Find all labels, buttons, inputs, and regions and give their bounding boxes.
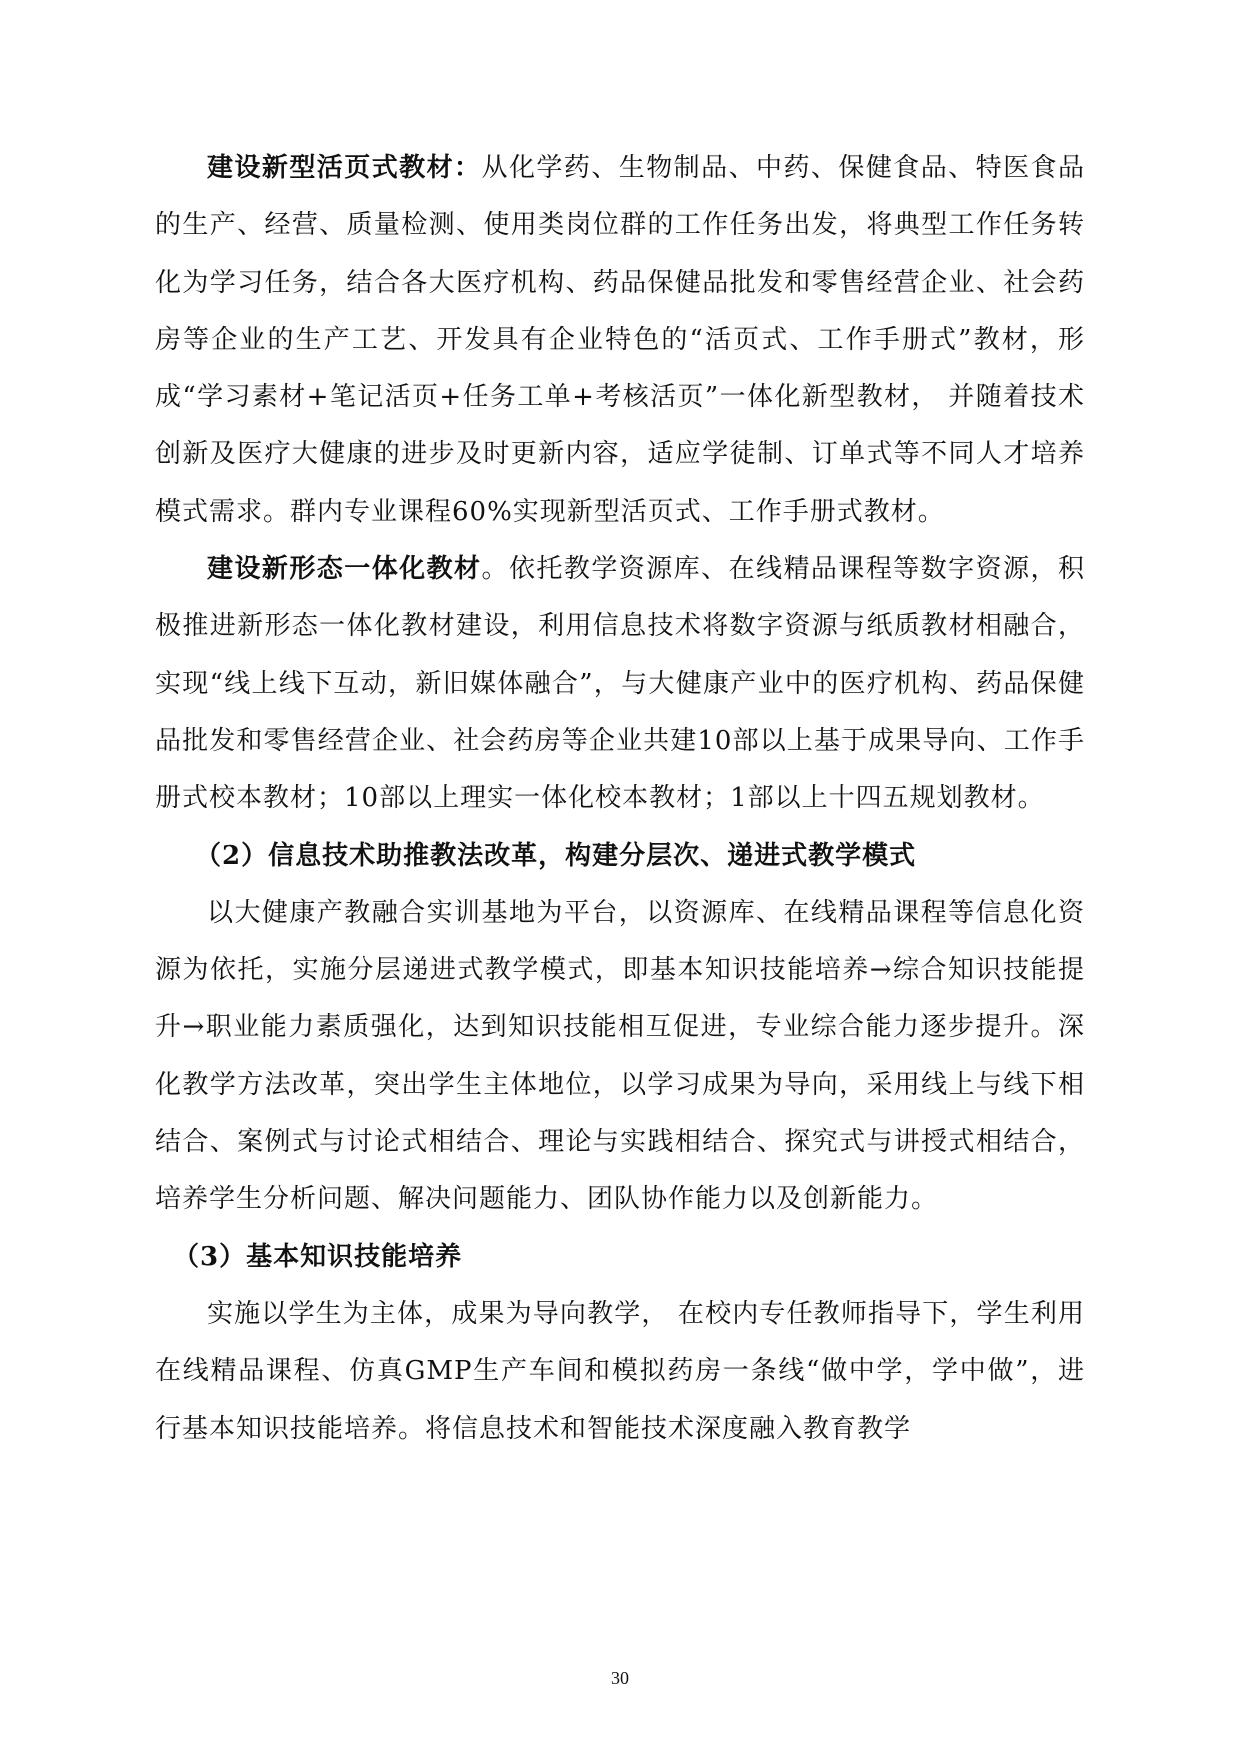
page-content xyxy=(155,140,1085,1458)
paragraph-body: 从化学药、生物制品、中药、保健食品、特医食品的生产、经营、质量检测、使用类岗位群的工作任务出发，将典型工作任务转化为学习任务，结合各大医疗机构、药品保健品批发和零售经营企业、社会药房等企业的生产工艺、开发具有企业特色的“活页式、工作手册式”教材，形成“学习素材+笔记活页+任务工单+考核活页”一体化新型教材， 并随着技术创新及医疗大健康的进步及时更新内容，适应学徒制、订单式等不同人才培养模式需求。群内专业课程60%实现新型活页式、工作手册式教材。 xyxy=(155,153,1085,527)
paragraph-lead-bold: 建设新型活页式教材： xyxy=(207,153,482,183)
section-heading-3: （3）基本知识技能培养 xyxy=(173,1241,463,1272)
paragraph-looseleaf-textbooks xyxy=(155,140,1085,541)
section-heading-2: （2）信息技术助推教法改革，构建分层次、递进式教学模式 xyxy=(195,840,917,871)
page-number: 30 xyxy=(611,1668,629,1688)
paragraph-basic-skills: 实施以学生为主体，成果为导向教学， 在校内专任教师指导下，学生利用在线精品课程、仿真GMP生产车间和模拟药房一条线“做中学，学中做”，进行基本知识技能培养。将信息技术和智能技术深度融入教育教学 xyxy=(155,1298,1085,1444)
paragraph-teaching-model: 以大健康产教融合实训基地为平台，以资源库、在线精品课程等信息化资源为依托，实施分层递进式教学模式，即基本知识技能培养→综合知识技能提升→职业能力素质强化，达到知识技能相互促进，专业综合能力逐步提升。深化教学方法改革，突出学生主体地位，以学习成果为导向，采用线上与线下相结合、案例式与讨论式相结合、理论与实践相结合、探究式与讲授式相结合，培养学生分析问题、解决问题能力、团队协作能力以及创新能力。 xyxy=(155,897,1085,1215)
paragraph-integrated-textbooks xyxy=(155,541,1085,827)
paragraph-body: 。依托教学资源库、在线精品课程等数字资源，积极推进新形态一体化教材建设，利用信息技术将数字资源与纸质教材相融合， 实现“线上线下互动，新旧媒体融合”，与大健康产业中的医疗机构、药品保健品批发和零售经营企业、社会药房等企业共建10部以上基于成果导向、工作手册式校本教材；10部以上理实一体化校本教材；1部以上十四五规划教材。 xyxy=(155,554,1085,814)
paragraph-lead-bold: 建设新形态一体化教材 xyxy=(207,554,482,585)
